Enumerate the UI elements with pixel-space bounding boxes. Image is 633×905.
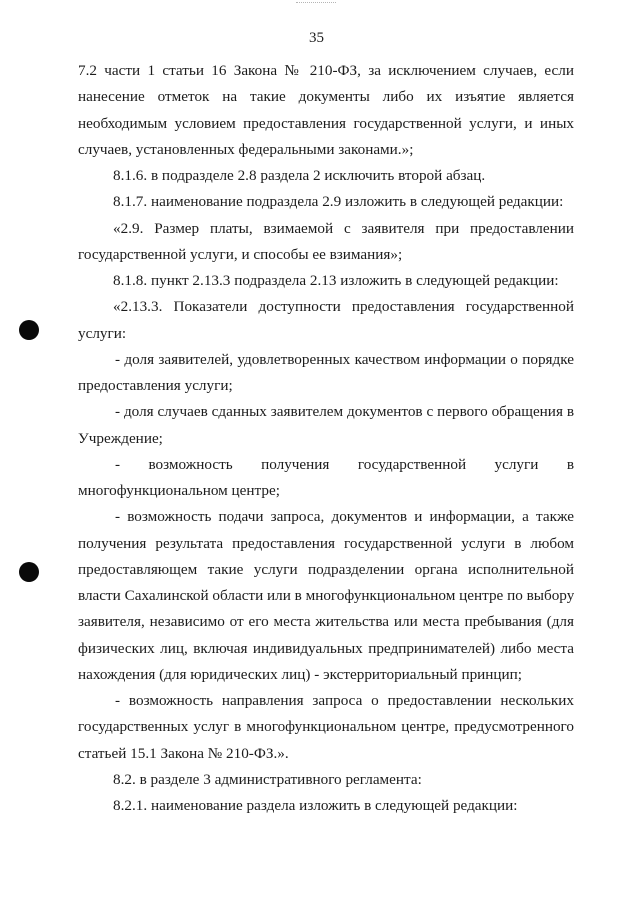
text-line: 7.2 части 1 статьи 16 Закона № 210-ФЗ, за исключением случаев, если <box>78 62 574 79</box>
text-line: необходимым условием предоставления государственной услуги, и иных <box>78 114 574 132</box>
text-line: Учреждение; <box>78 429 163 447</box>
text-line: 8.2.1. наименование раздела изложить в следующей редакции: <box>113 797 518 814</box>
text-line: власти Сахалинской области или в многофункциональном центре по выбору <box>78 587 574 604</box>
page-number: 35 <box>309 30 324 46</box>
text-line: 8.1.6. в подразделе 2.8 раздела 2 исключить второй абзац. <box>113 167 486 184</box>
text-line: - возможность получения государственной услуги в <box>115 455 574 473</box>
text-line: 8.1.8. пункт 2.13.3 подраздела 2.13 изложить в следующей редакции: <box>113 272 559 289</box>
text-line: «2.9. Размер платы, взимаемой с заявителя при предоставлении <box>113 219 574 237</box>
scan-artifact <box>296 2 336 9</box>
text-line: предоставляющем такие услуги подразделении органа исполнительной <box>78 560 574 578</box>
text-line: нанесение отметок на такие документы либо их изъятие является <box>78 88 574 106</box>
text-line: - доля случаев сданных заявителем документов с первого обращения в <box>115 403 574 421</box>
text-line: - доля заявителей, удовлетворенных качеством информации о порядке <box>115 350 574 368</box>
text-line: многофункциональном центре; <box>78 482 280 499</box>
text-line: предоставления услуги; <box>78 377 233 394</box>
text-line: 8.2. в разделе 3 административного регламента: <box>113 770 422 788</box>
text-line: случаев, установленных федеральными законами.»; <box>78 140 414 158</box>
text-line: статьей 15.1 Закона № 210-ФЗ.». <box>78 744 289 762</box>
text-line: - возможность подачи запроса, документов и информации, а также <box>115 508 574 526</box>
text-line: услуги: <box>78 324 127 342</box>
text-line: физических лиц, включая индивидуальных предпринимателей) либо места <box>78 639 574 657</box>
punch-hole-bottom <box>19 562 39 582</box>
text-line: - возможность направления запроса о предоставлении нескольких <box>115 692 574 709</box>
text-line: получения результата предоставления государственной услуги в любом <box>78 534 574 552</box>
text-line: нахождения (для юридических лиц) - экстерриториальный принцип; <box>78 665 523 683</box>
text-line: «2.13.3. Показатели доступности предоставления государственной <box>113 298 574 316</box>
text-line: 8.1.7. наименование подраздела 2.9 изложить в следующей редакции: <box>113 193 564 211</box>
text-line: заявителя, независимо от его места жительства или места пребывания (для <box>78 613 574 631</box>
punch-hole-top <box>19 320 39 340</box>
document-body <box>78 58 574 819</box>
text-line: государственной услуги, и способы ее взимания»; <box>78 245 403 263</box>
text-line: государственных услуг в многофункциональном центре, предусмотренного <box>78 718 574 736</box>
